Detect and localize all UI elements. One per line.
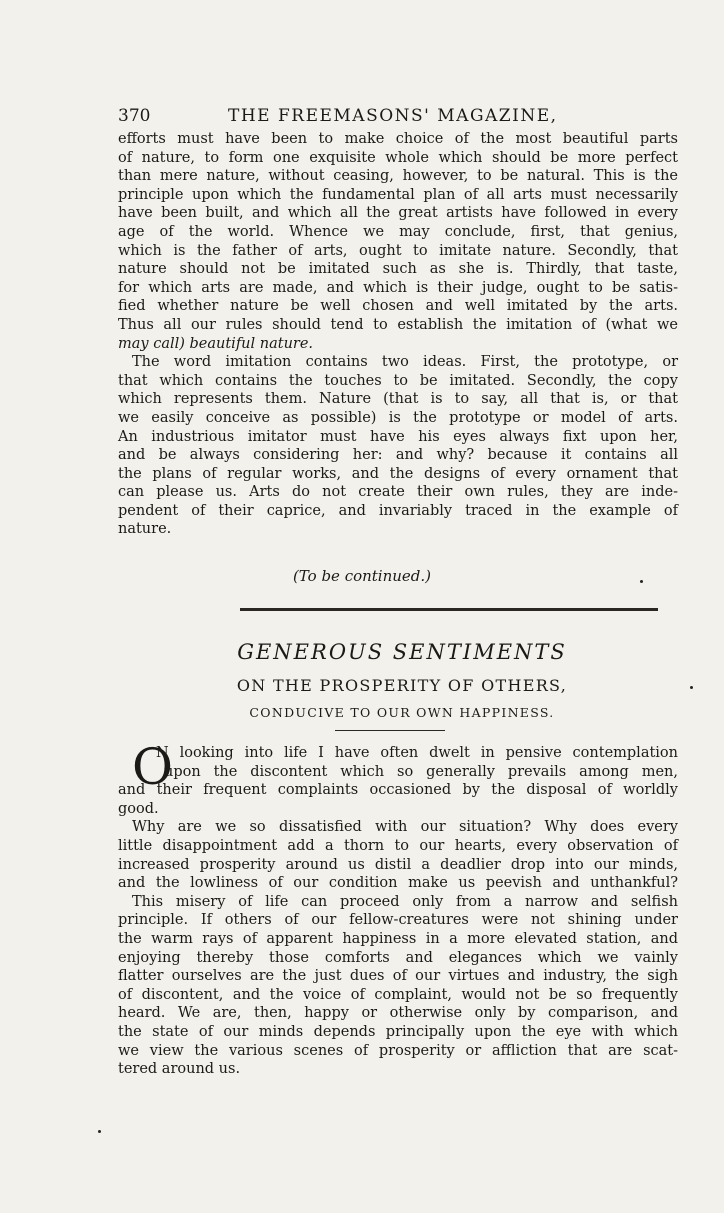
text-line: N looking into life I have often dwelt in pensive contemplation: [156, 745, 678, 761]
text-line: An industrious imitator must have his eyes always fixt upon her,: [118, 428, 678, 445]
page-number: 370: [118, 106, 151, 126]
text-line: tered around us.: [118, 1061, 241, 1078]
text-line: age of the world. Whence we may conclude, first, that genius,: [118, 223, 678, 240]
text-line: can please us. Arts do not create their own rules, they are inde-: [118, 484, 678, 501]
text-line: and their frequent complaints occasioned by the disposal of worldly: [118, 782, 678, 799]
text-line: The word imitation contains two ideas. First, the prototype, or: [132, 354, 678, 371]
continued-article-text: [118, 130, 678, 539]
text-line: and be always considering her: and why? because it contains all: [118, 447, 678, 464]
text-line: enjoying thereby those comforts and elegances which we vainly: [118, 949, 678, 966]
text-line: good.: [118, 800, 159, 817]
text-line: the warm rays of apparent happiness in a more elevated station, and: [118, 930, 678, 947]
text-line: nature should not be imitated such as she is. Thirdly, that taste,: [118, 261, 678, 278]
text-line: the plans of regular works, and the designs of every ornament that: [118, 465, 678, 482]
title-underline-rule: [335, 730, 445, 731]
print-speck: [98, 1130, 101, 1133]
article-body-text: [118, 738, 678, 1079]
running-title: THE FREEMASONS' MAGAZINE,: [228, 106, 558, 126]
text-line: efforts must have been to make choice of the most beautiful parts: [118, 131, 678, 147]
text-line: we easily conceive as possible) is the prototype or model of arts.: [118, 409, 678, 426]
text-line: for which arts are made, and which is their judge, ought to be satis-: [118, 279, 678, 296]
text-line: increased prosperity around us distil a deadlier drop into our minds,: [118, 856, 678, 873]
text-line: pendent of their caprice, and invariably traced in the example of: [118, 502, 678, 519]
text-line: which is the father of arts, ought to imitate nature. Secondly, that: [118, 242, 678, 259]
text-line: principle. If others of our fellow-creatures were not shining under: [118, 912, 678, 929]
text-line: little disappointment add a thorn to our hearts, every observation of: [118, 837, 678, 854]
article-title: GENEROUS SENTIMENTS: [237, 640, 567, 664]
text-line: of discontent, and the voice of complaint, would not be so frequently: [118, 986, 678, 1003]
text-line: than mere nature, without ceasing, however, to be natural. This is the: [118, 168, 678, 185]
text-line: heard. We are, then, happy or otherwise only by comparison, and: [118, 1005, 678, 1022]
text-line: have been built, and which all the great artists have followed in every: [118, 205, 678, 222]
text-line: of nature, to form one exquisite whole which should be more perfect: [118, 149, 678, 166]
text-line: nature.: [118, 521, 172, 538]
article-subsubtitle: CONDUCIVE TO OUR OWN HAPPINESS.: [249, 705, 555, 720]
text-line: upon the discontent which so generally prevails among men,: [164, 763, 678, 780]
text-line: that which contains the touches to be imitated. Secondly, the copy: [118, 372, 678, 389]
text-line: Thus all our rules should tend to establish the imitation of (what we: [118, 316, 678, 333]
text-line: principle upon which the fundamental plan of all arts must necessarily: [118, 186, 678, 203]
article-subtitle: ON THE PROSPERITY OF OTHERS,: [236, 676, 568, 695]
section-divider-rule: [240, 608, 658, 611]
text-line: Why are we so dissatisfied with our situation? Why does every: [132, 819, 678, 836]
text-line: and the lowliness of our condition make us peevish and unthankful?: [118, 875, 678, 892]
to-be-continued-note: (To be continued.): [292, 567, 432, 585]
running-head: [118, 106, 678, 130]
text-line: fied whether nature be well chosen and well imitated by the arts.: [118, 298, 678, 315]
print-speck: [640, 580, 643, 583]
print-speck: [690, 686, 693, 689]
text-line: the state of our minds depends principally upon the eye with which: [118, 1023, 678, 1040]
text-line: may call) beautiful nature.: [118, 335, 314, 352]
drop-cap: O: [132, 738, 173, 796]
text-line: we view the various scenes of prosperity or affliction that are scat-: [118, 1042, 678, 1059]
text-line: flatter ourselves are the just dues of our virtues and industry, the sigh: [118, 968, 678, 985]
text-line: which represents them. Nature (that is to say, all that is, or that: [118, 391, 678, 408]
text-line: This misery of life can proceed only from a narrow and selfish: [132, 893, 678, 910]
